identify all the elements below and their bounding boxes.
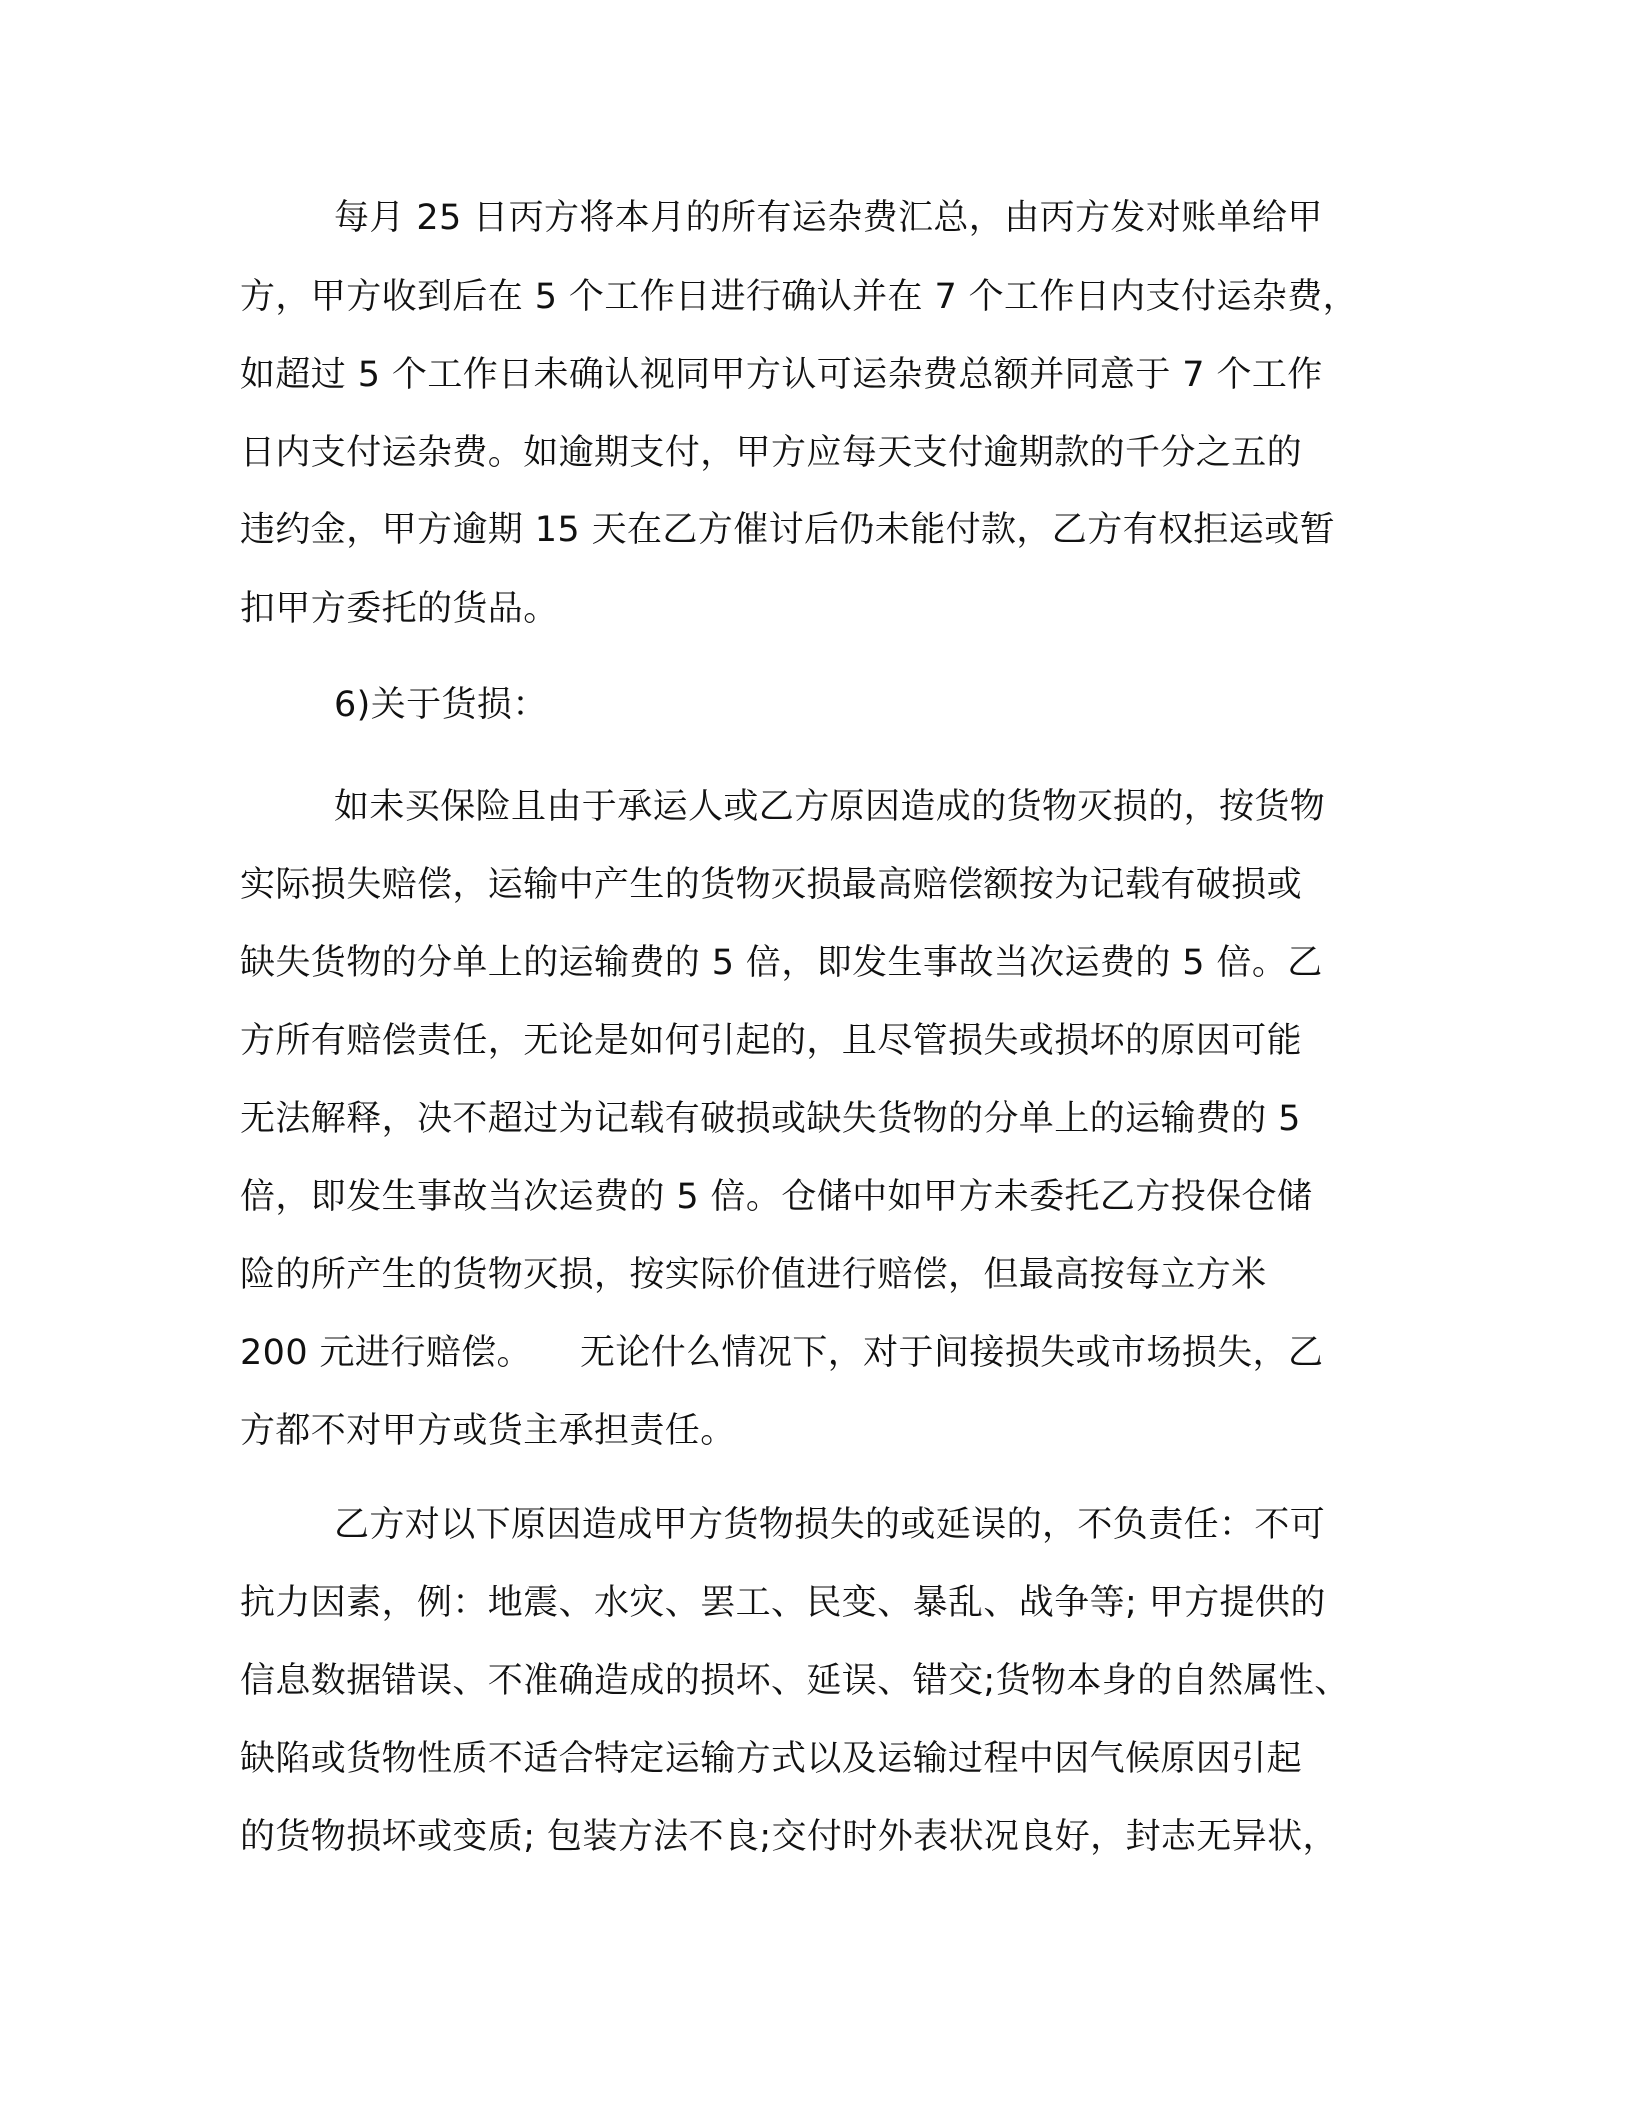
paragraph-line: 缺失货物的分单上的运输费的 5 倍，即发生事故当次运费的 5 倍。乙: [240, 943, 1323, 983]
paragraph-line: 如超过 5 个工作日未确认视同甲方认可运杂费总额并同意于 7 个工作: [240, 355, 1323, 395]
paragraph-line: [240, 1331, 1323, 1375]
section-heading: 6)关于货损：: [334, 685, 548, 725]
paragraph-line: 每月 25 日丙方将本月的所有运杂费汇总，由丙方发对账单给甲: [334, 198, 1323, 238]
paragraph-line: 日内支付运杂费。如逾期支付，甲方应每天支付逾期款的千分之五的: [240, 433, 1303, 473]
paragraph-line: 违约金，甲方逾期 15 天在乙方催讨后仍未能付款，乙方有权拒运或暂: [240, 510, 1335, 550]
paragraph-line: 险的所产生的货物灭损，按实际价值进行赔偿，但最高按每立方米: [240, 1255, 1267, 1295]
paragraph-line-part: 无论什么情况下，对于间接损失或市场损失，乙: [579, 1333, 1324, 1373]
paragraph-line: 方，甲方收到后在 5 个工作日进行确认并在 7 个工作日内支付运杂费，: [240, 277, 1359, 317]
paragraph-line: 方所有赔偿责任，无论是如何引起的，且尽管损失或损坏的原因可能: [240, 1021, 1303, 1061]
paragraph-line: 无法解释，决不超过为记载有破损或缺失货物的分单上的运输费的 5: [240, 1099, 1301, 1139]
paragraph-line: 扣甲方委托的货品。: [240, 589, 559, 629]
paragraph-line: 的货物损坏或变质; 包装方法不良;交付时外表状况良好，封志无异状，: [240, 1817, 1338, 1857]
paragraph-line: 如未买保险且由于承运人或乙方原因造成的货物灭损的，按货物: [334, 787, 1326, 827]
paragraph-line: 信息数据错误、不准确造成的损坏、延误、错交;货物本身的自然属性、: [240, 1661, 1350, 1701]
paragraph-line-part: 200 元进行赔偿。: [240, 1333, 532, 1373]
paragraph-line: 方都不对甲方或货主承担责任。: [240, 1411, 736, 1451]
paragraph-line: 实际损失赔偿，运输中产生的货物灭损最高赔偿额按为记载有破损或: [240, 865, 1303, 905]
paragraph-line: 缺陷或货物性质不适合特定运输方式以及运输过程中因气候原因引起: [240, 1739, 1303, 1779]
paragraph-line: 倍，即发生事故当次运费的 5 倍。仓储中如甲方未委托乙方投保仓储: [240, 1177, 1313, 1217]
paragraph-line: 乙方对以下原因造成甲方货物损失的或延误的，不负责任：不可: [334, 1505, 1326, 1545]
paragraph-line: 抗力因素，例：地震、水灾、罢工、民变、暴乱、战争等; 甲方提供的: [240, 1583, 1326, 1623]
